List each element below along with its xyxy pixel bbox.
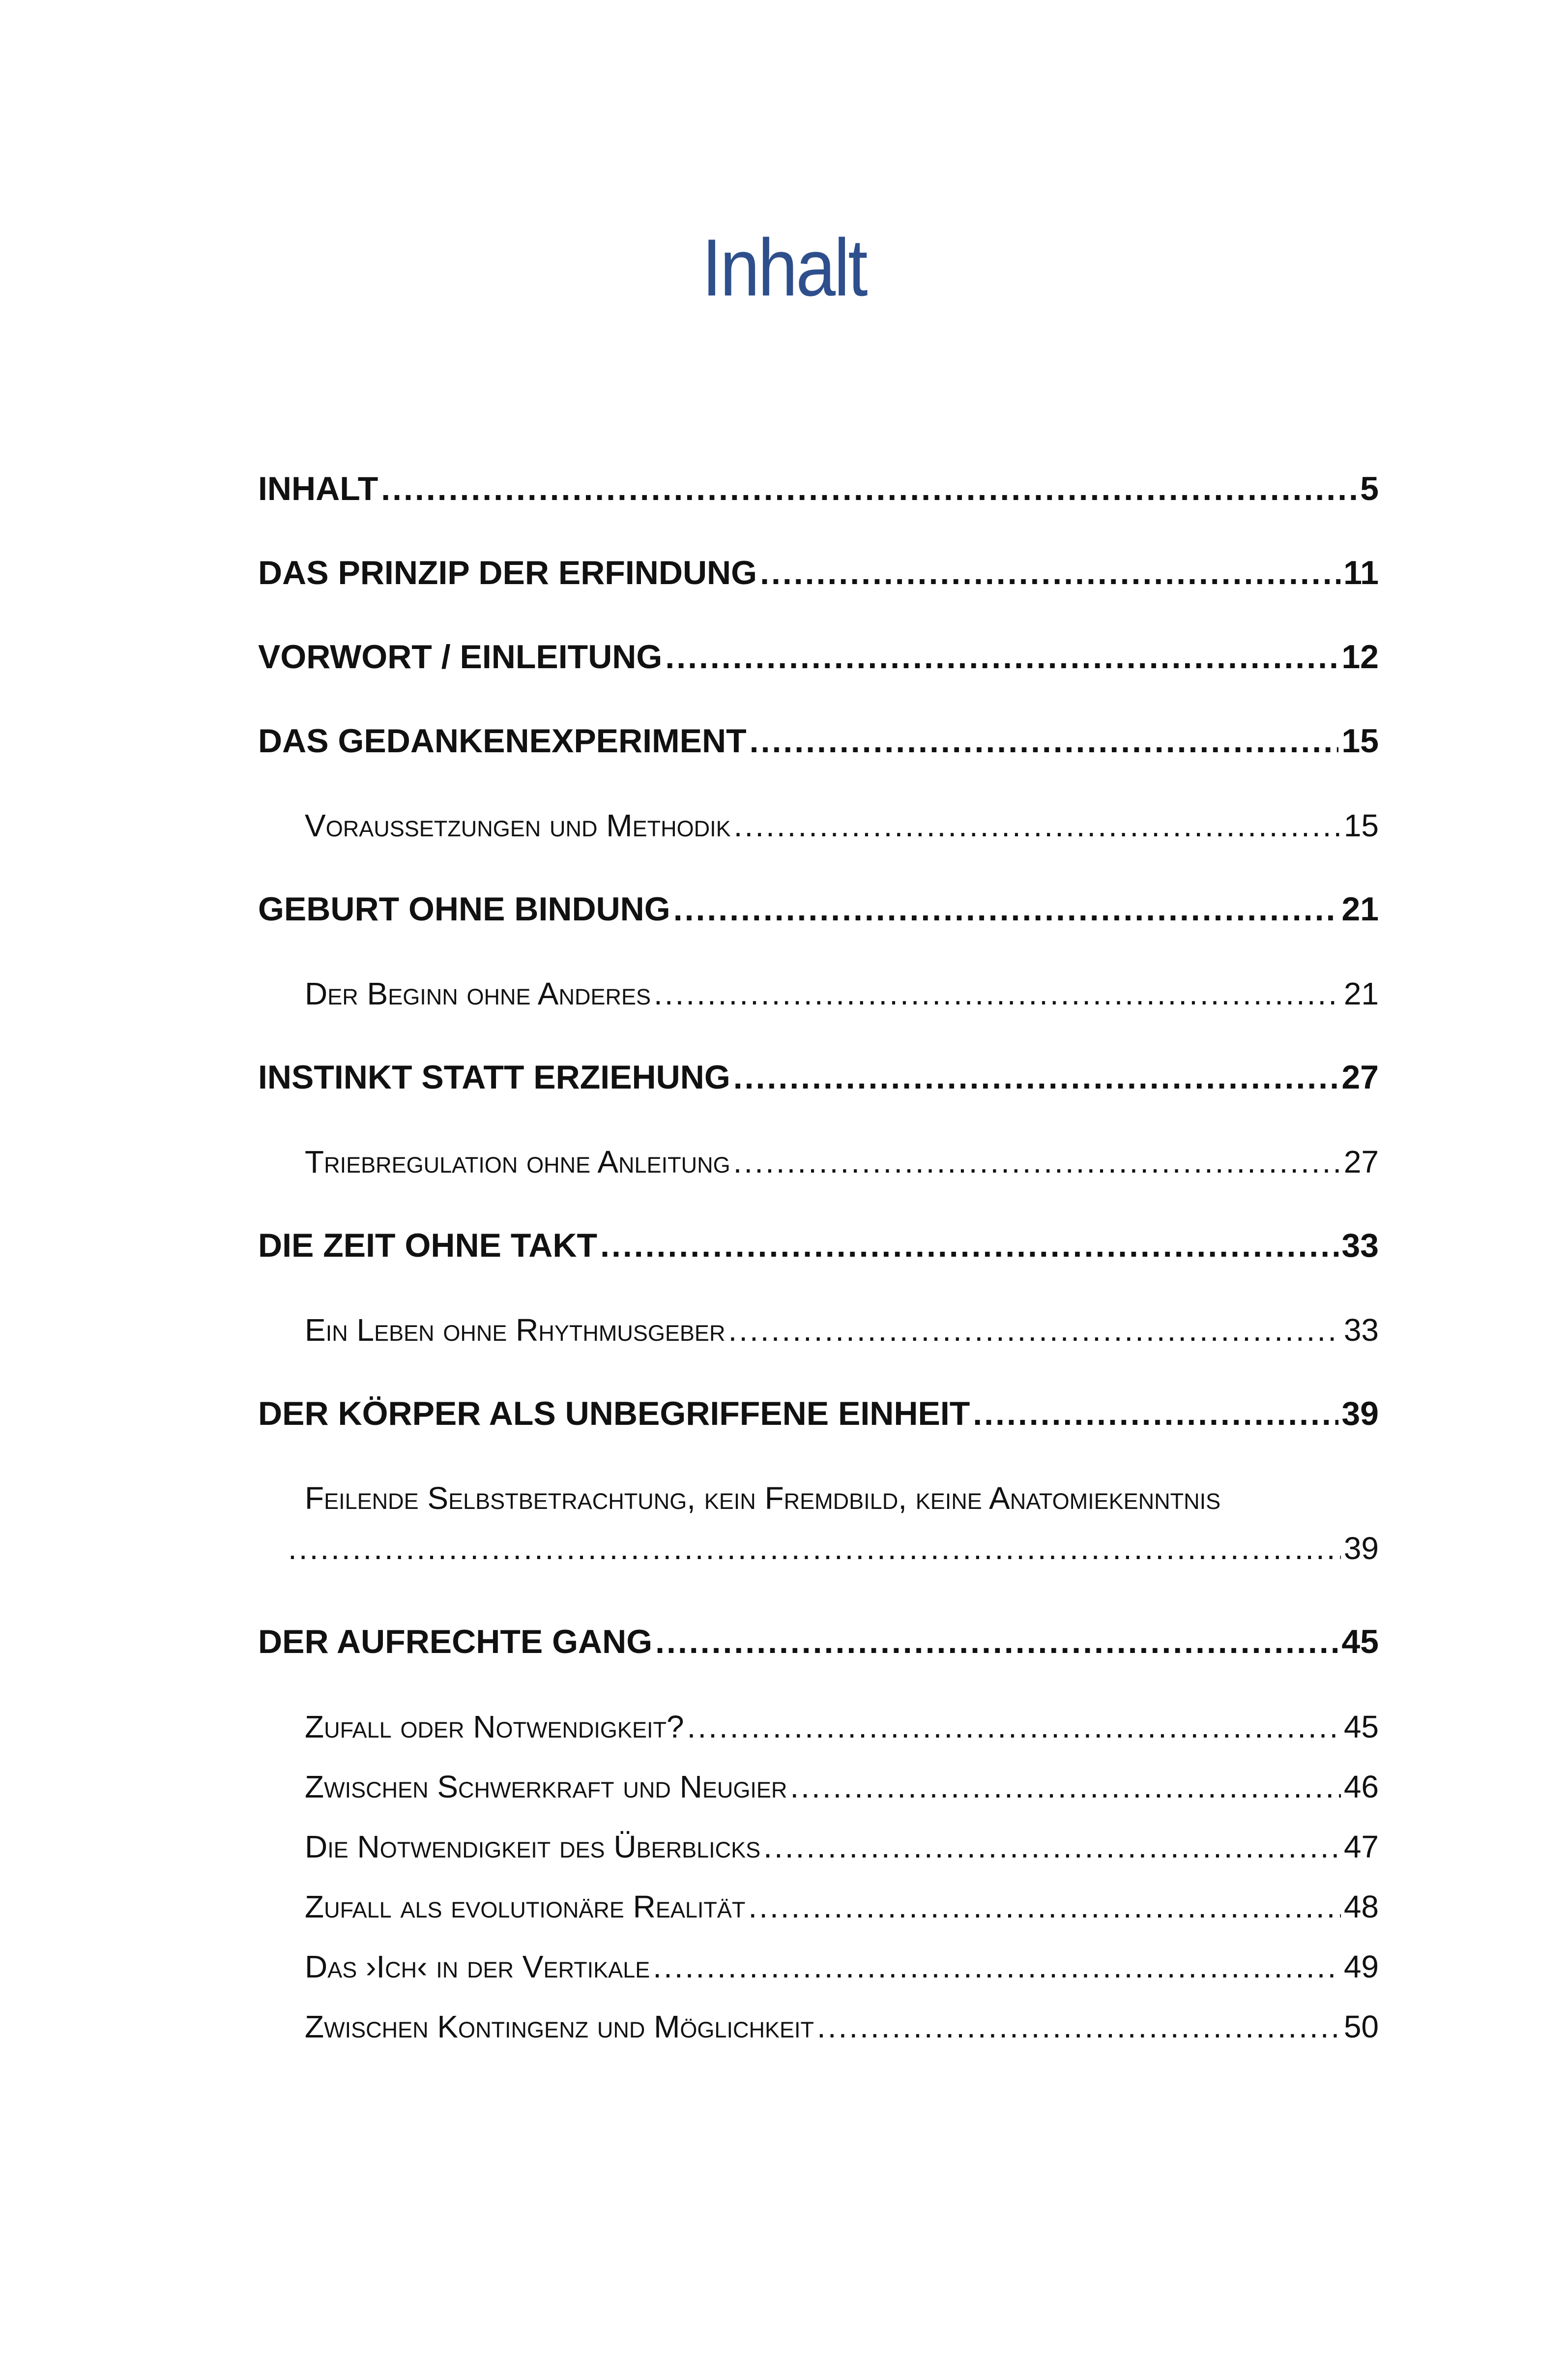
toc-entry-page: 45 <box>1343 1709 1379 1744</box>
toc-entry-title: Triebregulation ohne Anleitung <box>305 1144 730 1180</box>
leader-dots <box>381 470 1357 508</box>
toc-entry-title: INHALT <box>258 470 378 507</box>
toc-entry-title: DER KÖRPER ALS UNBEGRIFFENE EINHEIT <box>258 1395 970 1432</box>
leader-dots <box>817 2008 1341 2045</box>
leader-dots <box>763 1829 1341 1865</box>
leader-dots <box>790 1769 1340 1805</box>
toc-subentry[interactable] <box>305 1480 1379 1566</box>
toc-entry-title: Das ›Ich‹ in der Vertikale <box>305 1949 650 1984</box>
leader-dots <box>654 975 1341 1012</box>
toc-entry[interactable] <box>258 1226 1379 1265</box>
toc-entry-page: 5 <box>1360 470 1379 507</box>
toc-subentry[interactable] <box>305 2008 1379 2045</box>
leader-dots <box>748 1888 1340 1925</box>
leader-dots <box>600 1226 1338 1265</box>
toc-entry-page: 33 <box>1341 1227 1379 1264</box>
toc-entry-page: 15 <box>1341 722 1379 760</box>
toc-entry-title: Der Beginn ohne Anderes <box>305 976 651 1011</box>
toc-entry[interactable] <box>258 470 1379 508</box>
toc-entry-page: 21 <box>1343 976 1379 1011</box>
toc-entry-title: Voraussetzungen und Methodik <box>305 808 731 843</box>
toc-entry-page: 46 <box>1343 1769 1379 1804</box>
toc-entry-title: DAS PRINZIP DER ERFINDUNG <box>258 554 757 591</box>
toc-entry-title: Ein Leben ohne Rhythmusgeber <box>305 1312 726 1348</box>
toc-entry-title: Zwischen Schwerkraft und Neugier <box>305 1769 787 1804</box>
leader-dots <box>973 1394 1338 1433</box>
toc-subentry[interactable] <box>305 975 1379 1012</box>
toc-entry-title: GEBURT OHNE BINDUNG <box>258 890 670 928</box>
toc-subentry[interactable] <box>305 1829 1379 1865</box>
toc-entry-page: 12 <box>1341 638 1379 676</box>
toc-entry-page: 45 <box>1341 1623 1379 1660</box>
toc-entry[interactable] <box>258 890 1379 928</box>
toc-subentry[interactable] <box>305 807 1379 844</box>
toc-subentry[interactable] <box>305 1144 1379 1180</box>
toc-entry[interactable] <box>258 1394 1379 1433</box>
toc-entry-page: 50 <box>1343 2009 1379 2044</box>
toc-entry-title: DIE ZEIT OHNE TAKT <box>258 1227 598 1264</box>
toc-entry-page: 39 <box>1343 1531 1379 1566</box>
page-title: Inhalt <box>701 222 867 313</box>
toc-entry-page: 27 <box>1341 1059 1379 1096</box>
leader-dots <box>665 638 1338 676</box>
toc-entry-page: 21 <box>1341 890 1379 928</box>
toc-entry-page: 33 <box>1343 1312 1379 1348</box>
toc-entry-title: DER AUFRECHTE GANG <box>258 1623 653 1660</box>
toc-entry[interactable] <box>258 722 1379 760</box>
toc-entry-title: DAS GEDANKENEXPERIMENT <box>258 722 747 760</box>
toc-entry-title: Feilende Selbstbetrachtung, kein Fremdbild, keine Anatomiekenntnis <box>305 1480 1221 1516</box>
leader-dots <box>653 1948 1341 1985</box>
toc-entry[interactable] <box>258 638 1379 676</box>
leader-dots <box>750 722 1339 760</box>
toc-entry[interactable] <box>258 1622 1379 1661</box>
toc-entry-page: 47 <box>1343 1829 1379 1864</box>
toc-subentry[interactable] <box>305 1769 1379 1805</box>
toc-entry-title: VORWORT / EINLEITUNG <box>258 638 663 676</box>
toc-subentry[interactable] <box>305 1312 1379 1348</box>
leader-dots <box>687 1709 1341 1745</box>
toc-entry-page: 48 <box>1343 1889 1379 1924</box>
toc-subentry[interactable] <box>305 1709 1379 1745</box>
toc-entry-title: INSTINKT STATT ERZIEHUNG <box>258 1059 730 1096</box>
toc-entry-title: Zufall als evolutionäre Realität <box>305 1889 746 1924</box>
leader-dots <box>733 1058 1339 1096</box>
leader-dots <box>673 890 1339 928</box>
leader-dots <box>760 554 1340 592</box>
toc-entry-page: 11 <box>1343 554 1379 591</box>
toc-entry-page: 49 <box>1343 1949 1379 1984</box>
toc-entry-page: 39 <box>1341 1395 1379 1432</box>
leader-dots <box>733 1144 1341 1180</box>
leader-dots <box>734 807 1341 844</box>
toc-subentry[interactable] <box>305 1888 1379 1925</box>
toc-entry-page: 27 <box>1343 1144 1379 1180</box>
toc-entry-page: 15 <box>1343 808 1379 843</box>
leader-dots <box>728 1312 1340 1348</box>
toc-entry[interactable] <box>258 554 1379 592</box>
toc-entry-title: Zufall oder Notwendigkeit? <box>305 1709 684 1744</box>
leader-dots <box>655 1622 1338 1661</box>
toc-entry[interactable] <box>258 1058 1379 1096</box>
leader-dots <box>288 1530 1341 1566</box>
toc-subentry[interactable] <box>305 1948 1379 1985</box>
toc-entry-title: Zwischen Kontingenz und Möglichkeit <box>305 2009 814 2044</box>
toc-entry-title: Die Notwendigkeit des Überblicks <box>305 1829 761 1864</box>
